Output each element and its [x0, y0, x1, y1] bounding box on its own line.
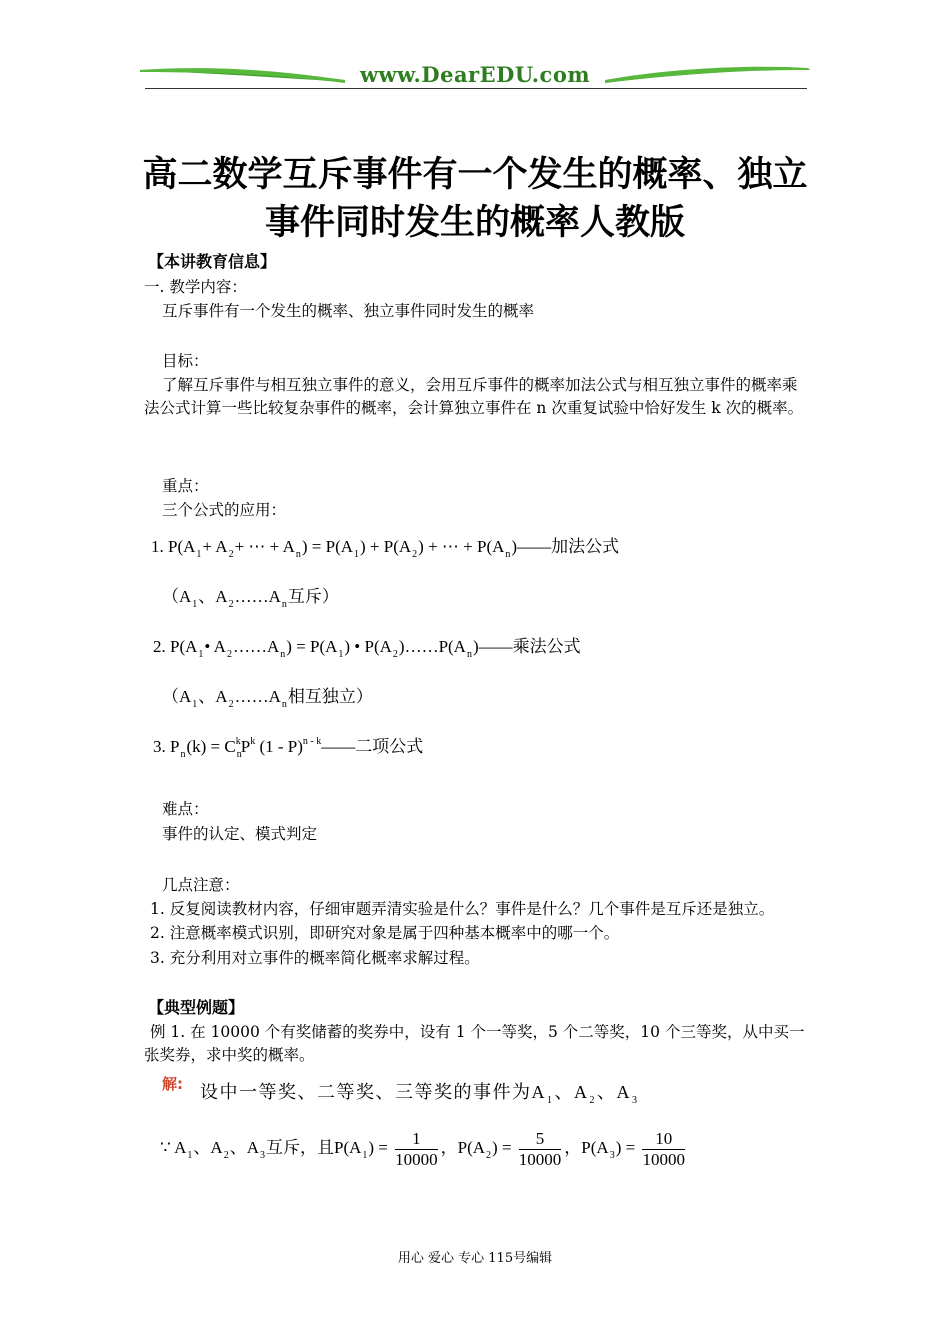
goal-text: 了解互斥事件与相互独立事件的意义，会用互斥事件的概率加法公式与相互独立事件的概率乘法公式计算一些比较复杂事件的概率，会计算独立事件在 n 次重复试验中恰好发生 k 次的概率。 — [144, 376, 804, 417]
page-title-line1: 高二数学互斥事件有一个发生的概率、独立 — [142, 155, 808, 195]
fraction-p-a3: $\frac{10}{10000}$ — [642, 1128, 685, 1169]
solution-label: 解: — [162, 1075, 183, 1093]
key-text: 三个公式的应用： — [162, 501, 287, 519]
notes-label: 几点注意： — [162, 876, 240, 894]
fraction-p-a2: $\frac{5}{10000}$ — [518, 1128, 562, 1169]
content-label: 一. 教学内容： — [144, 278, 247, 296]
difficulty-label: 难点： — [162, 800, 209, 818]
example-1-text: 例 1. 在 10000 个有奖储蓄的奖券中，设有 1 个一等奖，5 个二等奖，10 个三等奖，从中买一张奖券，求中奖的概率。 — [144, 1023, 805, 1064]
solution-line-2: ∵ $A_1$、$A_2$、$A_3$互斥，且$P(A_1)$ = $\frac{1}{10000}$ ，$P(A_2)$ = $\frac{5}{10000}$ ，$P(A_3)$ = $\frac{10}{10000}$ — [160, 1128, 685, 1169]
goal-label: 目标： — [162, 352, 209, 370]
note-item: 1. 反复阅读教材内容，仔细审题弄清实验是什么？事件是什么？几个事件是互斥还是独立。 — [150, 900, 775, 918]
note-item: 3. 充分利用对立事件的概率简化概率求解过程。 — [150, 949, 480, 967]
content-text: 互斥事件有一个发生的概率、独立事件同时发生的概率 — [162, 302, 535, 320]
section-heading-info: 【本讲教育信息】 — [148, 252, 277, 271]
site-logo-text: www.DearEDU.com — [359, 62, 591, 87]
fraction-p-a1: $\frac{1}{10000}$ — [395, 1128, 438, 1169]
section-heading-examples: 【典型例题】 — [148, 998, 245, 1017]
page-title-line2: 事件同时发生的概率人教版 — [264, 203, 685, 243]
header-rule — [145, 88, 807, 89]
formula-addition: 1. $P(A_1+ A_2+$ ⋯ + $A_n) = P(A_1) + P(A_2)$ + ⋯ + $P(A_n)——$加法公式 — [151, 537, 620, 560]
formula-multiplication: 2. $P(A_1•$ $A_2\dots\dots A_n) = P(A_1)$ • $P(A_2)\dots\dots P(A_n)——$乘法公式 — [153, 637, 581, 660]
difficulty-text: 事件的认定、模式判定 — [162, 825, 318, 843]
condition-mutually-exclusive: （$A_1$、$A_2\dots\dots A_n$互斥） — [162, 587, 339, 610]
formula-binomial: 3. $P_n(k) = C_n^kP^k$ (1 - P)$^{n - k}$——二项公式 — [153, 736, 424, 760]
solution-line-1: 设中一等奖、二等奖、三等奖的事件为$A_1$、$A_2$、$A_3$ — [200, 1082, 639, 1106]
page-footer: 用心 爱心 专心 115号编辑 — [397, 1251, 553, 1266]
note-item: 2. 注意概率模式识别，即研究对象是属于四种基本概率中的哪一个。 — [150, 924, 620, 942]
key-label: 重点： — [162, 477, 209, 495]
condition-independent: （$A_1$、$A_2\dots\dots A_n$相互独立） — [162, 687, 373, 710]
